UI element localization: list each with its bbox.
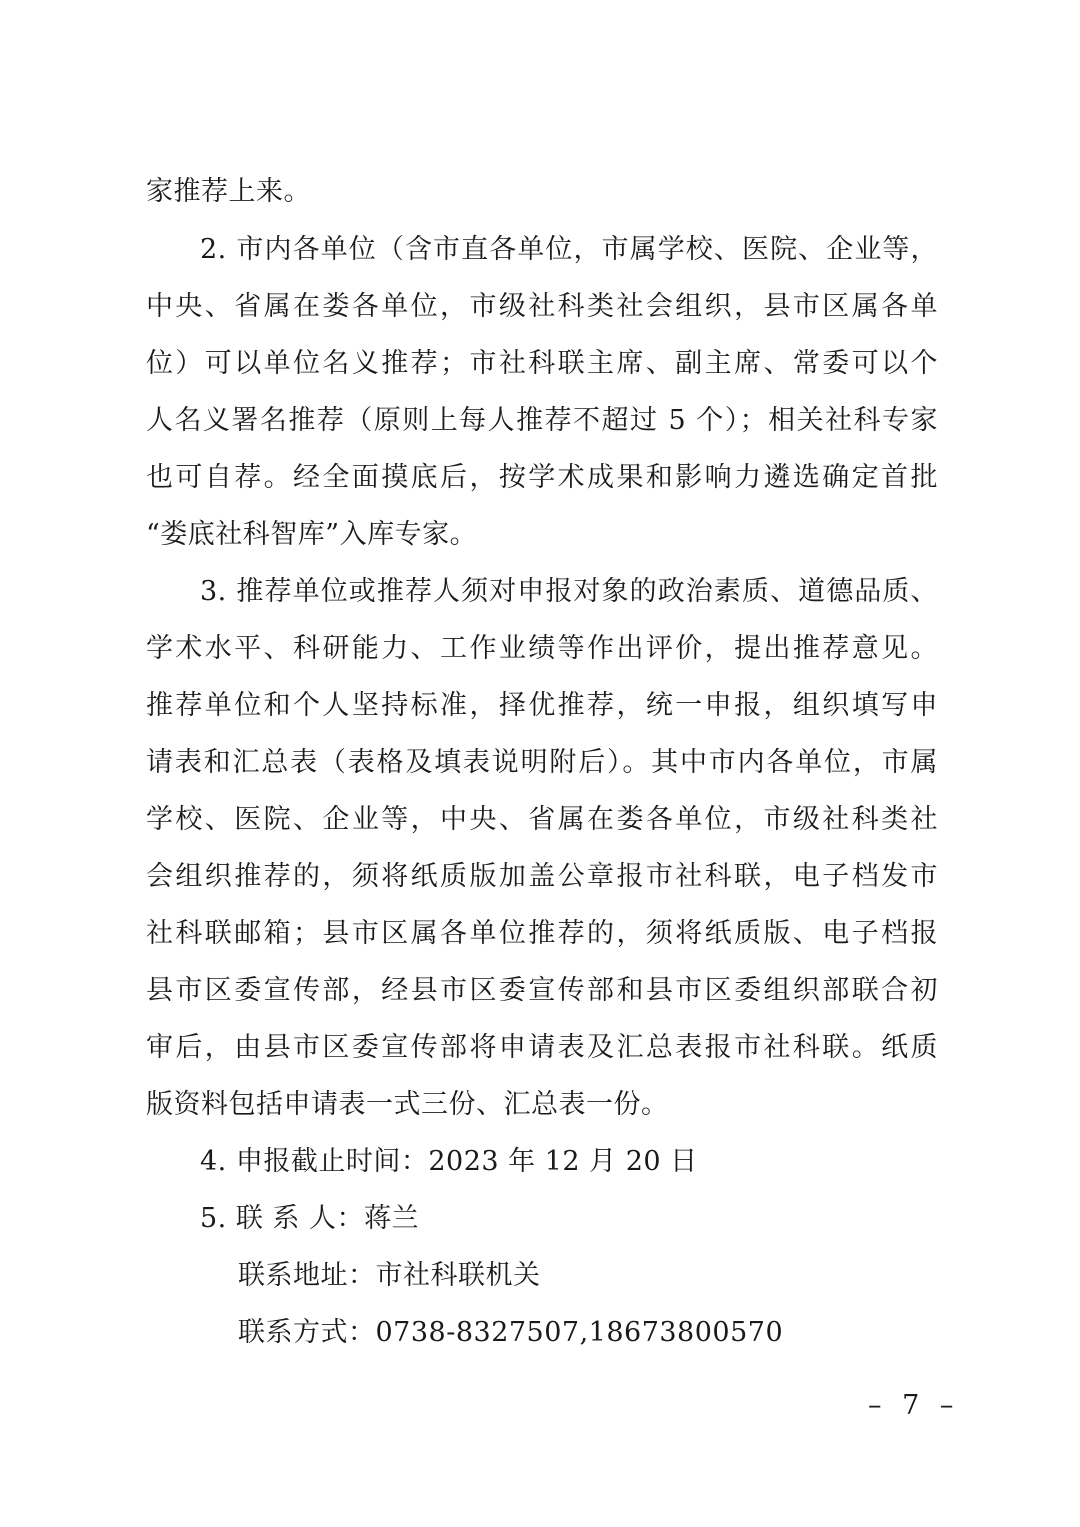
paragraph-line: 社科联邮箱；县市区属各单位推荐的，须将纸质版、电子档报	[146, 918, 938, 949]
deadline-line: 4. 申报截止时间：2023 年 12 月 20 日	[200, 1146, 698, 1177]
paragraph-line: 中央、省属在娄各单位，市级社科类社会组织，县市区属各单	[146, 291, 938, 322]
contact-address-line: 联系地址：市社科联机关	[238, 1260, 541, 1291]
contact-phone-line: 联系方式：0738-8327507,18673800570	[238, 1317, 784, 1348]
paragraph-line: 位）可以单位名义推荐；市社科联主席、副主席、常委可以个	[146, 348, 938, 379]
paragraph-line: 家推荐上来。	[146, 176, 311, 207]
paragraph-line: 学术水平、科研能力、工作业绩等作出评价，提出推荐意见。	[146, 633, 938, 664]
paragraph-line: 2. 市内各单位（含市直各单位，市属学校、医院、企业等，	[200, 234, 938, 265]
page-number: – 7 –	[868, 1390, 960, 1421]
paragraph-line: 会组织推荐的，须将纸质版加盖公章报市社科联，电子档发市	[146, 861, 938, 892]
paragraph-line: 推荐单位和个人坚持标准，择优推荐，统一申报，组织填写申	[146, 690, 938, 721]
paragraph-line: 3. 推荐单位或推荐人须对申报对象的政治素质、道德品质、	[200, 576, 938, 607]
paragraph-line: 人名义署名推荐（原则上每人推荐不超过 5 个）；相关社科专家	[146, 405, 938, 436]
paragraph-line: 也可自荐。经全面摸底后，按学术成果和影响力遴选确定首批	[146, 462, 938, 493]
contact-person-line: 5. 联 系 人：蒋兰	[200, 1203, 420, 1234]
paragraph-line: 请表和汇总表（表格及填表说明附后）。其中市内各单位，市属	[146, 747, 938, 778]
paragraph-line: 版资料包括申请表一式三份、汇总表一份。	[146, 1089, 669, 1120]
paragraph-line: 县市区委宣传部，经县市区委宣传部和县市区委组织部联合初	[146, 975, 938, 1006]
paragraph-line: “娄底社科智库”入库专家。	[146, 519, 478, 550]
paragraph-line: 审后，由县市区委宣传部将申请表及汇总表报市社科联。纸质	[146, 1032, 938, 1063]
paragraph-line: 学校、医院、企业等，中央、省属在娄各单位，市级社科类社	[146, 804, 938, 835]
